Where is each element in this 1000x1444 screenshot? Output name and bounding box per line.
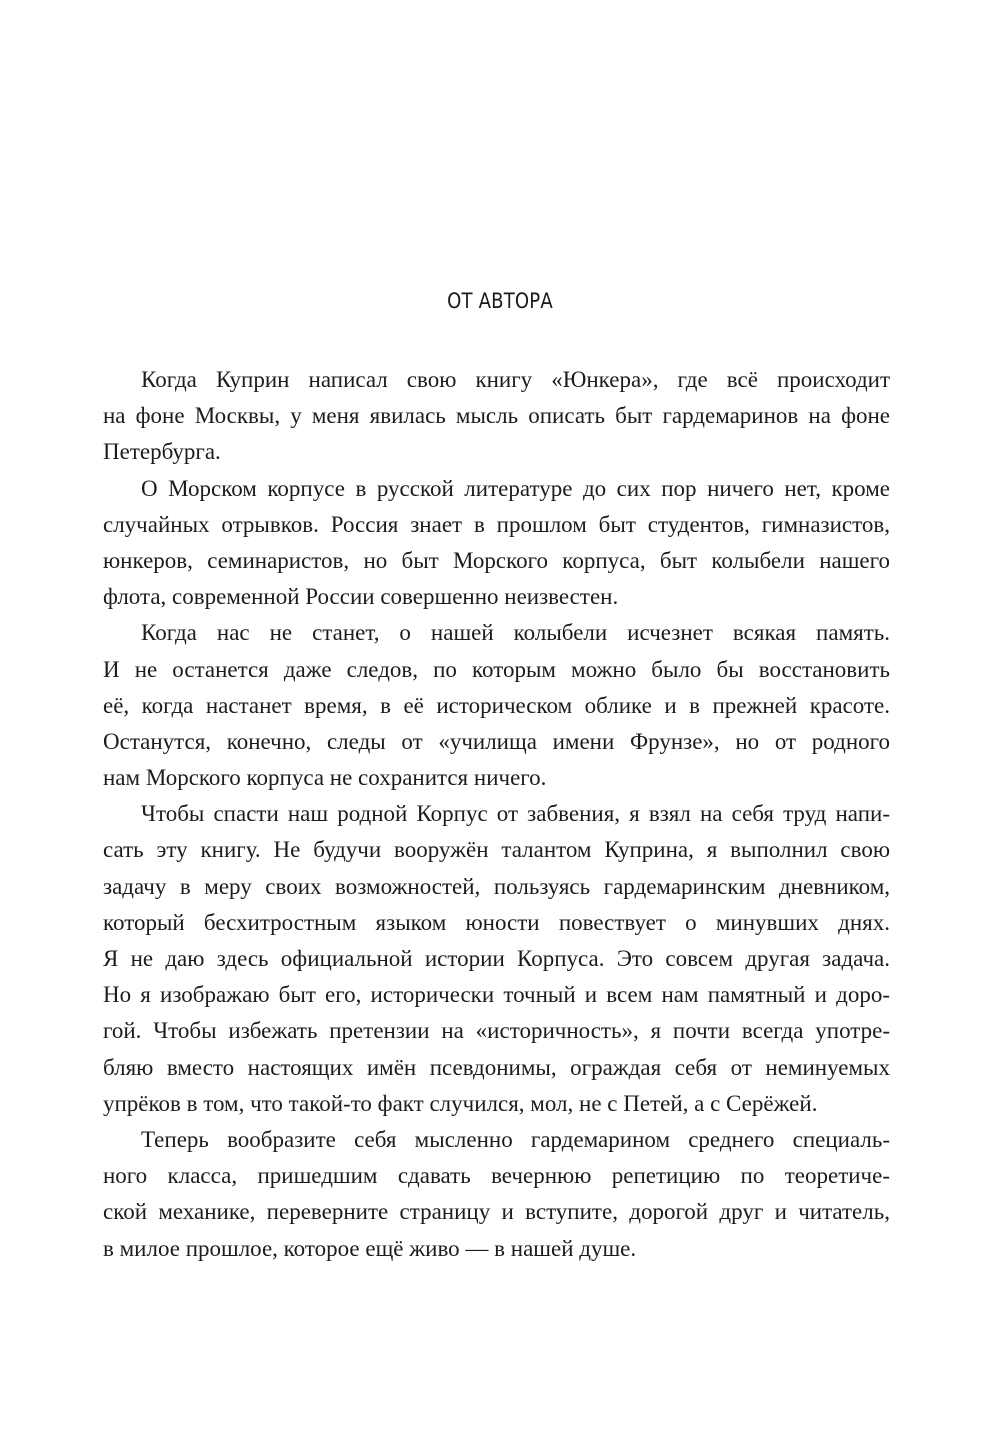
text-line: Чтобы спасти наш родной Корпус от забвения, я взял на себя труд напи- [141, 801, 890, 827]
text-line: О Морском корпусе в русской литературе до сих пор ничего нет, кроме [141, 475, 890, 501]
paragraph [103, 1122, 890, 1267]
text-line: флота, современной России совершенно неизвестен. [103, 584, 619, 610]
text-line: её, когда настанет время, в её историческом облике и в прежней красоте. [103, 692, 890, 718]
text-line: который бесхитростным языком юности повествует о минувших днях. [103, 909, 890, 935]
text-line: Петербурга. [103, 439, 221, 465]
text-line: Я не даю здесь официальной истории Корпуса. Это совсем другая задача. [103, 946, 890, 971]
text-line: случайных отрывков. Россия знает в прошлом быт студентов, гимназистов, [103, 511, 890, 537]
text-line: нам Морского корпуса не сохранится ничего. [103, 765, 547, 791]
text-line: ской механике, переверните страницу и вступите, дорогой друг и читатель, [103, 1199, 890, 1225]
text-line: Когда нас не станет, о нашей колыбели исчезнет всякая память. [141, 620, 890, 646]
text-line: ного класса, пришедшим сдавать вечернюю репетицию по теоретиче- [103, 1163, 890, 1189]
text-line: на фоне Москвы, у меня явилась мысль описать быт гардемаринов на фоне [103, 403, 890, 429]
text-line: гой. Чтобы избежать претензии на «историчность», я почти всегда употре- [103, 1018, 890, 1044]
text-line: сать эту книгу. Не будучи вооружён талантом Куприна, я выполнил свою [103, 837, 890, 863]
body-text [103, 362, 890, 1267]
text-line: в милое прошлое, которое ещё живо — в нашей душе. [103, 1235, 637, 1261]
text-line: задачу в меру своих возможностей, пользуясь гардемаринским дневником, [103, 873, 890, 899]
text-line: Останутся, конечно, следы от «училища имени Фрунзе», но от родного [103, 728, 890, 754]
text-line: Теперь вообразите себя мысленно гардемарином среднего специаль- [141, 1126, 890, 1152]
paragraph [103, 796, 890, 1122]
paragraph [103, 471, 890, 616]
text-line: И не останется даже следов, по которым можно было бы восстановить [103, 656, 890, 682]
text-line: бляю вместо настоящих имён псевдонимы, ограждая себя от неминуемых [103, 1054, 890, 1080]
text-line: Когда Куприн написал свою книгу «Юнкера», где всё происходит [141, 367, 890, 392]
paragraph [103, 615, 890, 796]
text-line: Но я изображаю быт его, исторически точный и всем нам памятный и доро- [103, 982, 890, 1008]
text-line: упрёков в том, что такой-то факт случился, мол, не с Петей, а с Серёжей. [103, 1090, 818, 1116]
paragraph [103, 362, 890, 471]
text-line: юнкеров, семинаристов, но быт Морского корпуса, быт колыбели нашего [103, 547, 890, 573]
chapter-heading: ОТ АВТОРА [447, 289, 553, 313]
